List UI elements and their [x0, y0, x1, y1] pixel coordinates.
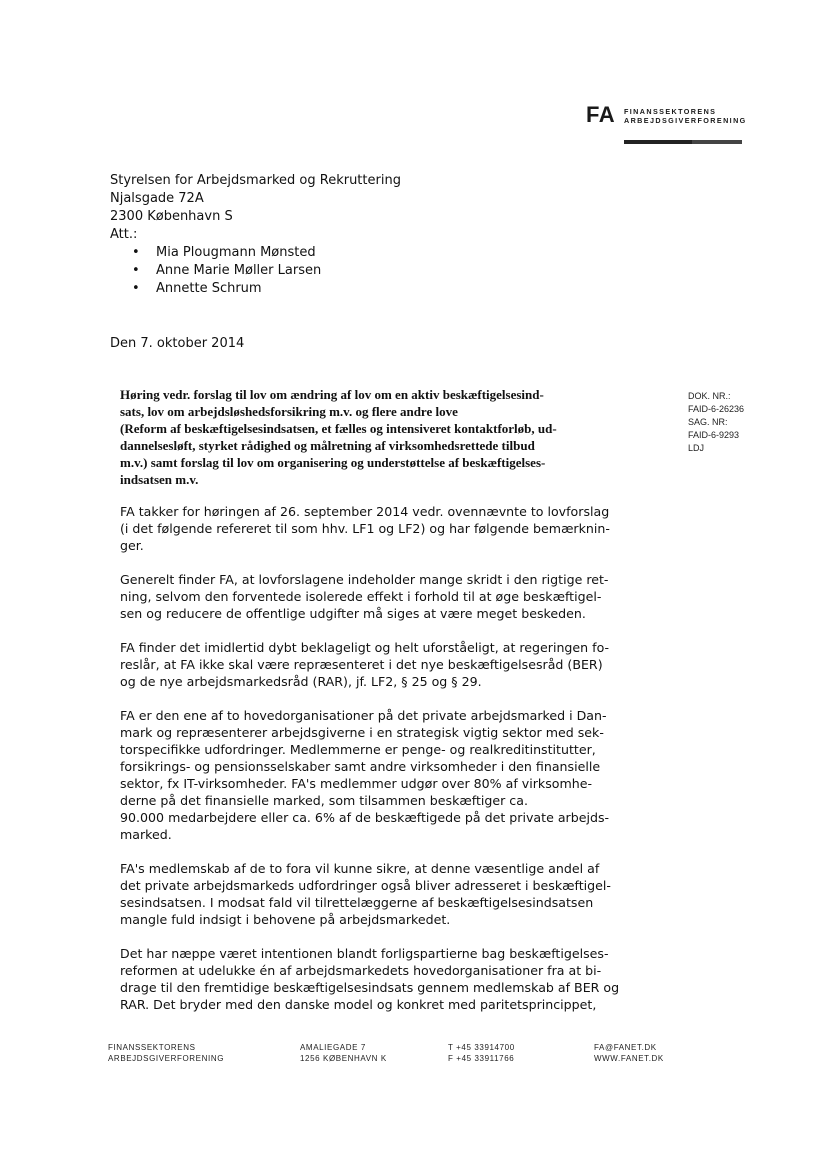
subject-line: Høring vedr. forslag til lov om ændring af lov om en aktiv beskæftigelsesind-: [120, 387, 544, 402]
logo-line-1: FINANSSEKTORENS: [624, 107, 717, 116]
attention-list: [110, 244, 401, 298]
recipient-line: Styrelsen for Arbejdsmarked og Rekruttering: [110, 173, 401, 188]
initials: LDJ: [688, 443, 705, 453]
footer-phone-number: T +45 33914700: [448, 1043, 515, 1052]
footer-street: AMALIEGADE 7: [300, 1043, 366, 1052]
footer-email: FA@FANET.DK: [594, 1043, 657, 1052]
body-line: derne på det finansielle marked, som tilsammen beskæftiger ca.: [120, 793, 528, 808]
body-line: sesindsatsen. I modsat fald vil tilrettelæggerne af beskæftigelsesindsatsen: [120, 895, 594, 910]
body-line: drage til den fremtidige beskæftigelsesindsats gennem medlemskab af BER og: [120, 980, 620, 995]
footer-contact: [594, 1042, 664, 1064]
footer-city: 1256 KØBENHAVN K: [300, 1054, 387, 1063]
body-line: ning, selvom den forventede isolerede effekt i forhold til at øge beskæftigel-: [120, 589, 602, 604]
dok-value: FAID-6-26236: [688, 404, 745, 414]
body-line: ger.: [120, 538, 144, 553]
logo-bar-accent: [692, 140, 742, 144]
subject-line: indsatsen m.v.: [120, 472, 199, 487]
body-line: forsikrings- og pensionsselskaber samt andre virksomheder i den finansielle: [120, 759, 601, 774]
dok-label: DOK. NR.:: [688, 391, 731, 401]
bullet-icon: •: [132, 263, 140, 278]
body-line: FA's medlemskab af de to fora vil kunne sikre, at denne væsentlige andel af: [120, 861, 600, 876]
footer-address: [300, 1042, 387, 1064]
fa-logo: [586, 104, 786, 144]
logo-mark: FA: [586, 102, 616, 127]
body-line: RAR. Det bryder med den danske model og konkret med paritetsprincippet,: [120, 997, 597, 1012]
logo-line-2: ARBEJDSGIVERFORENING: [624, 116, 747, 125]
body-line: torspecifikke udfordringer. Medlemmerne er penge- og realkreditinstitutter,: [120, 742, 596, 757]
letter-body: [120, 503, 650, 1030]
body-line: FA er den ene af to hovedorganisationer på det private arbejdsmarked i Dan-: [120, 708, 607, 723]
body-line: sen og reducere de offentlige udgifter må siges at være meget beskeden.: [120, 606, 586, 621]
attention-name: Mia Plougmann Mønsted: [156, 245, 316, 260]
paragraph: [120, 945, 650, 1013]
footer-phone: [448, 1042, 515, 1064]
paragraph: [120, 571, 650, 622]
body-line: sektor, fx IT-virksomheder. FA's medlemmer udgør over 80% af virksomhe-: [120, 776, 593, 791]
footer-org-line: FINANSSEKTORENS: [108, 1043, 196, 1052]
sag-label: SAG. NR:: [688, 417, 728, 427]
reference-numbers: [688, 390, 744, 455]
body-line: det private arbejdsmarkeds udfordringer også bliver adresseret i beskæftigel-: [120, 878, 611, 893]
footer-org: [108, 1042, 224, 1064]
body-line: 90.000 medarbejdere eller ca. 6% af de beskæftigede på det private arbejds-: [120, 810, 610, 825]
bullet-icon: •: [132, 245, 140, 260]
bullet-icon: •: [132, 281, 140, 296]
body-line: Det har næppe været intentionen blandt forligspartierne bag beskæftigelses-: [120, 946, 609, 961]
logo-text: [624, 107, 747, 125]
paragraph: [120, 707, 650, 843]
body-line: FA takker for høringen af 26. september 2014 vedr. ovennævnte to lovforslag: [120, 504, 610, 519]
subject-line: dannelsesløft, styrket rådighed og målretning af virksomhedsrettede tilbud: [120, 438, 535, 453]
subject-line: (Reform af beskæftigelsesindsatsen, et fælles og intensiveret kontaktforløb, ud-: [120, 421, 557, 436]
recipient-line: 2300 København S: [110, 209, 233, 224]
paragraph: [120, 503, 650, 554]
body-line: FA finder det imidlertid dybt beklageligt og helt uforståeligt, at regeringen fo-: [120, 640, 610, 655]
attention-item: [110, 280, 401, 298]
body-line: reformen at udelukke én af arbejdsmarkedets hovedorganisationer fra at bi-: [120, 963, 602, 978]
body-line: mark og repræsenterer arbejdsgiverne i en strategisk vigtig sektor med sek-: [120, 725, 604, 740]
paragraph: [120, 639, 650, 690]
attention-name: Anne Marie Møller Larsen: [156, 263, 322, 278]
subject-line: sats, lov om arbejdsløshedsforsikring m.v. og flere andre love: [120, 404, 458, 419]
paragraph: [120, 860, 650, 928]
footer-fax-number: F +45 33911766: [448, 1054, 515, 1063]
sag-value: FAID-6-9293: [688, 430, 740, 440]
attention-item: [110, 262, 401, 280]
recipient-address: [110, 172, 401, 298]
letter-date: Den 7. oktober 2014: [110, 336, 245, 351]
body-line: marked.: [120, 827, 172, 842]
attention-label: Att.:: [110, 227, 138, 242]
footer-org-line: ARBEJDSGIVERFORENING: [108, 1054, 225, 1063]
subject-line: m.v.) samt forslag til lov om organisering og understøttelse af beskæftigelses-: [120, 455, 546, 470]
body-line: mangle fuld indsigt i behovene på arbejdsmarkedet.: [120, 912, 451, 927]
body-line: og de nye arbejdsmarkedsråd (RAR), jf. LF2, § 25 og § 29.: [120, 674, 482, 689]
footer-web: WWW.FANET.DK: [594, 1054, 664, 1063]
subject-heading: [120, 386, 620, 488]
body-line: reslår, at FA ikke skal være repræsenteret i det nye beskæftigelsesråd (BER): [120, 657, 603, 672]
attention-item: [110, 244, 401, 262]
body-line: (i det følgende refereret til som hhv. LF1 og LF2) og har følgende bemærknin-: [120, 521, 610, 536]
recipient-line: Njalsgade 72A: [110, 191, 204, 206]
body-line: Generelt finder FA, at lovforslagene indeholder mange skridt i den rigtige ret-: [120, 572, 609, 587]
attention-name: Annette Schrum: [156, 281, 262, 296]
